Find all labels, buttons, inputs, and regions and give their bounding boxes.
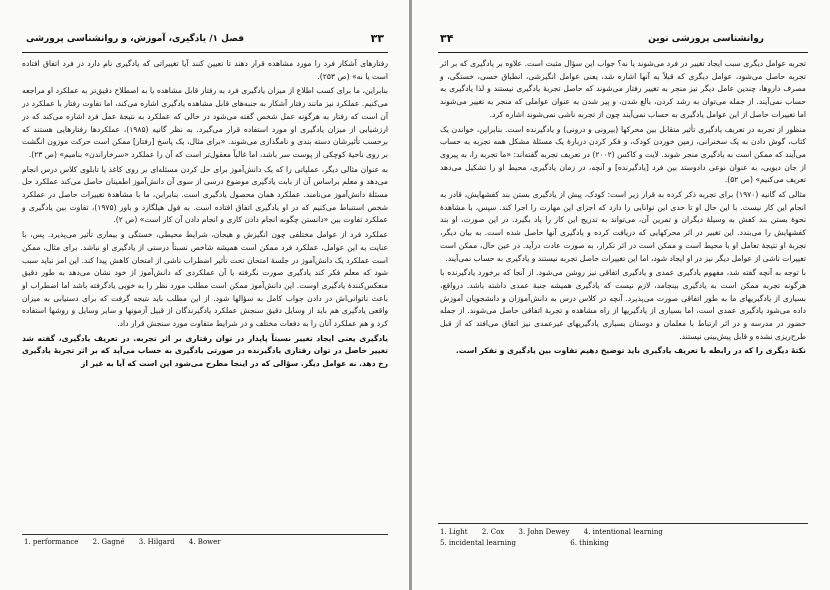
left-paragraph: بنابراین، ما برای کسب اطلاع از میزان یادگیری فرد به رفتار قابل مشاهده یا به اصطلاح دقیق‌تر به عملکرد او مراجعه می‌کنیم. عملکرد نیز مانند رفتار آشکار به جنبه‌های قابل مشاهده یادگیری اشاره می‌کند، اما تفاوت رفتار با عملکرد در آن است که رفتار به هرگونه عمل شخص گفته می‌شود در حالی که عملکرد به نتیجهٔ عمل فرد اشاره می‌کند که در ارزشیابی از میزان یادگیری او مورد استفاده قرار می‌گیرد. به نظر گانیه (۱۹۸۵)، عملکردها رفتارهایی هستند که برحسب تأثیرشان دسته بندی و نامگذاری می‌شوند. «برای مثال، یک پاسخ [رفتار] ممکن است حرکت موزون انگشت بر روی ناحیهٔ کوچکی از پوست سر باشد، اما غالباً معقول‌تر است که آن را عملکرد «سرخاراندن» بنامیم» (ص ۲۳). <box>22 86 389 159</box>
right-footnote-rule <box>438 523 808 524</box>
left-paragraph: یادگیری یعنی ایجاد تغییر نسبتاً پایدار در توان رفتاری بر اثر تجربه. در تعریف یادگیری، گفته شد تغییر حاصل در توان رفتاری یادگیرنده در صورتی یادگیری به حساب می‌آید که بر اثر تجربهٔ یادگیری رخ دهد. نه عوامل دیگر. سؤالی که در اینجا مطرح می‌شود این است که آیا به غیر از <box>22 333 388 369</box>
right-paragraph: تجربه عوامل دیگری سبب ایجاد تغییر در فرد می‌شوند یا نه؟ جواب این سؤال مثبت است. علاوه بر یادگیری که بر اثر تجربه حاصل می‌شود، عوامل دیگری که قبلاً به آنها اشاره شد، یعنی عوامل انگیزشی، انطباق حسی، خستگی، و مصرف داروها، چندین عامل دیگر نیز منجر به تغییر رفتار می‌شوند که حاصل تجربهٔ یادگیری نیستند و لذا یادگیری به حساب نمی‌آیند. از جمله می‌توان به رشد کردن، بالغ شدن، و پیر شدن به عنوان عواملی که منجر به تغییر می‌شوند اما تغییرات حاصل از این عوامل یادگیری به حساب نمی‌آیند چون از تجربه ناشی نمی‌شوند اشاره کرد. <box>440 59 806 119</box>
right-page <box>412 0 830 590</box>
right-page-body <box>440 58 806 360</box>
right-page-header <box>440 34 804 48</box>
footnote: 5. incidental learning <box>440 539 517 547</box>
left-page-header <box>26 34 384 48</box>
footnote: 4. Bower <box>188 538 221 546</box>
right-paragraph: مثالی که گانیه (۱۹۷۰) برای تجربه ذکر کرده به قرار زیر است: کودک، پیش از یادگیری بستن بند کفشهایش، قادر به انجام این کار نیست. با این حال او تا حدی این توانایی را دارد که اجزای این مهارت را اجرا کند. سپس، با مشاهدهٔ نحوهٔ بستن بند کفش به وسیلهٔ دیگران و تمرین آن، می‌تواند به تدریج این کار را یاد بگیرد. در این صورت، او بند کفشهایش را می‌بندد. این تغییر در اثر محرکهایی که دریافت کرده و یادگیری آنها حاصل شده است. به بیان دیگر، تجربهٔ او نتیجهٔ تعامل او با محیط است و ممکن است در اثر تکرار، به صورت عادت درآید. در عین حال، ممکن است تغییرات ناشی از عوامل دیگر نیز در او ایجاد شود، اما این تغییرات حاصل تجربه نیستند و یادگیری به حساب نمی‌آیند. <box>440 190 806 263</box>
left-page-number: ۳۳ <box>370 32 384 45</box>
left-paragraph: به عنوان مثالی دیگر، عملیاتی را که یک دانش‌آموز برای حل کردن مسئله‌ای بر روی کاغذ یا تابلوی کلاس درس انجام می‌دهد و معلم براساس آن از بابت یادگیری موضوع درسی از سوی آن دانش‌آموز اطمینان حاصل می‌کند عملکرد حل مسئلهٔ دانش‌آموز می‌نامند. عملکرد همان محصول یادگیری است. بنابراین، ما با مشاهدهٔ تغییرات حاصل در عملکرد شخص استنباط می‌کنیم که در او یادگیری اتفاق افتاده است. به قول هیلگارد و باور (۱۹۷۵)، تفاوت بین یادگیری و عملکرد تفاوت بین «دانستن چگونه انجام دادن کاری و انجام دادن آن کار است» (ص ۲). <box>22 164 388 225</box>
footnote: 6. thinking <box>570 539 609 547</box>
footnote: 1. performance <box>24 538 79 546</box>
left-page-body <box>22 58 388 373</box>
right-footnotes <box>440 527 806 549</box>
left-footnote-rule <box>22 534 388 535</box>
footnote: 1. Light <box>440 528 468 536</box>
right-paragraph: منظور از تجربه در تعریف یادگیری تأثیر متقابل بین محرکها (بیرونی و درونی) و یادگیرنده است. بنابراین، خواندن یک کتاب، گوش دادن به یک سخنرانی، زمین خوردن کودک، و فکر کردن دربارهٔ یک مسئلهٔ مشکل همه تجربه به حساب می‌آیند که ممکن است به یادگیری منجر شوند. لایت و کاکس (۲۰۰۲) در تعریف تجربه گفته‌اند: «ما تجربه را، به پیروی از جان دیویی، به عنوان نوعی دادوستد بین فرد [یادگیرنده] و آنچه، در زمان یادگیری، محیط او را تشکیل می‌دهد تعریف می‌کنیم» (ص ۵۲). <box>440 124 806 185</box>
right-header-rule <box>438 52 808 53</box>
left-page <box>0 0 410 590</box>
left-header-rule <box>22 52 388 53</box>
left-footnotes <box>24 538 386 546</box>
right-page-number: ۳۴ <box>440 32 454 45</box>
left-paragraph: رفتارهای آشکار فرد را مورد مشاهده قرار دهند تا تعیین کنند آیا تغییراتی که یادگیری نام دارد در فرد اتفاق افتاده است یا نه» (ص ۲۵۳). <box>22 59 388 81</box>
left-paragraph: عملکرد فرد از عوامل مختلفی چون انگیزش و هیجان، شرایط محیطی، خستگی و بیماری تأثیر می‌پذیرد. پس، با عنایت به این عوامل، عملکرد فرد ممکن است همیشه شاخص نسبتاً درستی از یادگیری او نباشد. برای مثال، ممکن است عملکرد یک دانش‌آموز در جلسهٔ امتحان تحت تأثیر اضطراب ناشی از امتحان کاهش پیدا کند. این امر نباید سبب شود که معلم فکر کند یادگیری صورت نگرفته یا آن عملکردی که دانش‌آموز از خود نشان می‌دهد به طور دقیق منعکس‌کنندهٔ یادگیری اوست. این دانش‌آموز ممکن است مطلب مورد نظر را به خوبی یادگرفته باشد اما اضطراب او باعث ناتوانی‌اش در دادن جواب کامل به سؤالها شود. از این مطلب باید نتیجه گرفت که برای دستیابی به میزان واقعی یادگیری هم باید از وسایل دقیق سنجش عملکرد یادگیرندگان از قبیل آزمونها و سایر وسایل و روشها استفاده کرد و هم عملکرد آنان را به دفعات مختلف و در شرایط متفاوت مورد سنجش قرار داد. <box>22 230 388 329</box>
footnote: 2. Gagné <box>92 538 125 546</box>
right-paragraph: نکتهٔ دیگری را که در رابطه با تعریف یادگیری باید توضیح دهیم تفاوت بین یادگیری و تفکر است. <box>455 346 806 356</box>
right-running-head: روانشناسی پرورشی نوین <box>648 34 764 44</box>
footnote: 3. John Dewey <box>518 528 570 536</box>
left-running-head: فصل ۱/ یادگیری، آموزش، و روانشناسی پرورشی <box>26 34 244 44</box>
footnote: 4. intentional learning <box>583 528 663 536</box>
footnote: 2. Cox <box>481 528 505 536</box>
right-paragraph: با توجه به آنچه گفته شد، مفهوم یادگیری عمدی و یادگیری اتفاقی نیز روشن می‌شود. از آنجا که برخورد یادگیرنده با هرگونه تجربه ممکن است به یادگیری بینجامد، لازم نیست که یادگیری همیشه جنبهٔ عمدی داشته باشد. درواقع، بسیاری از یادگیریهای ما به طور اتفاقی صورت می‌پذیرد. آنچه در کلاس درس به دانش‌آموزان و دانشجویان آموزش داده می‌شود یادگیری عمدی است، اما بسیاری از یادگیریها از راه مشاهده و تجربهٔ اتفاقی حاصل می‌شوند. از جمله حضور در مدرسه و در اثر ارتباط با معلمان و دوستان بسیاری یادگیریهای غیرعمدی نیز اتفاق می‌افتد که از قبل طرح‌ریزی نشده و قابل پیش‌بینی نیستند. <box>440 268 806 341</box>
footnote: 3. Hilgard <box>138 538 175 546</box>
